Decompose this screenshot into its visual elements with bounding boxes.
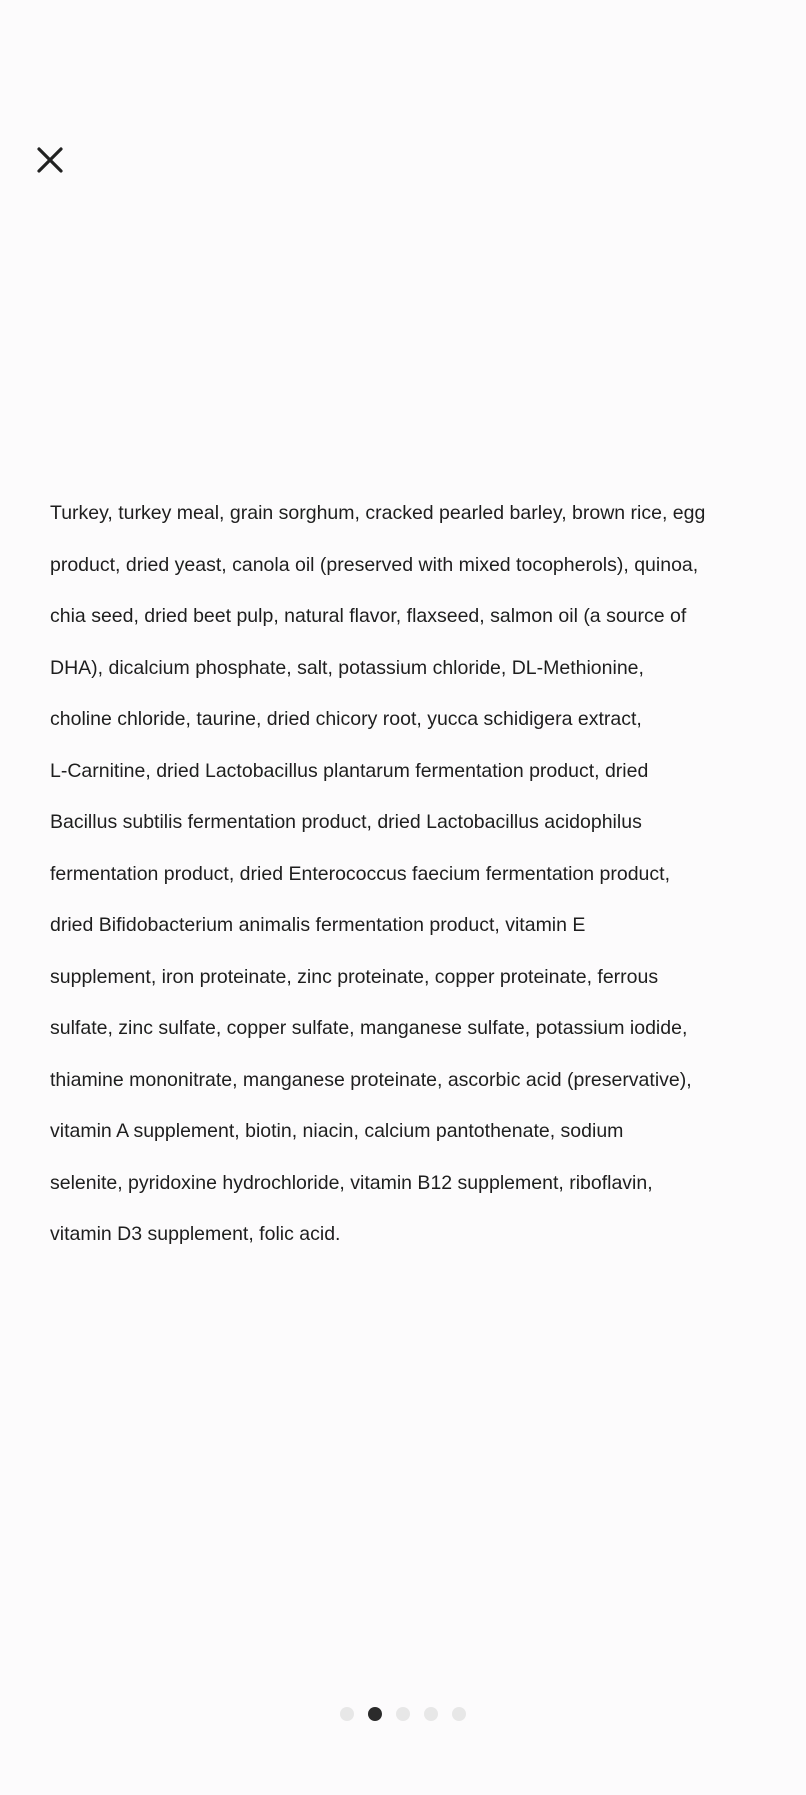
- pager-dot[interactable]: [452, 1707, 466, 1721]
- ingredients-line: dried Bifidobacterium animalis fermentation product, vitamin E: [50, 914, 586, 936]
- ingredients-image: [0, 470, 806, 1270]
- ingredients-line: selenite, pyridoxine hydrochloride, vitamin B12 supplement, riboflavin,: [50, 1171, 653, 1194]
- ingredients-line: L-Carnitine, dried Lactobacillus plantarum fermentation product, dried: [50, 759, 649, 782]
- ingredients-line: Turkey, turkey meal, grain sorghum, cracked pearled barley, brown rice, egg: [50, 502, 706, 524]
- ingredients-line: chia seed, dried beet pulp, natural flavor, flaxseed, salmon oil (a source of: [50, 605, 687, 627]
- ingredients-line: vitamin D3 supplement, folic acid.: [50, 1223, 341, 1245]
- pager-dot[interactable]: [340, 1707, 354, 1721]
- ingredients-line: DHA), dicalcium phosphate, salt, potassium chloride, DL-Methionine,: [50, 656, 644, 679]
- close-icon: [35, 145, 65, 175]
- ingredients-line: fermentation product, dried Enterococcus faecium fermentation product,: [50, 862, 670, 885]
- ingredients-text: [50, 488, 750, 1261]
- ingredients-line: product, dried yeast, canola oil (preserved with mixed tocopherols), quinoa,: [50, 553, 699, 576]
- ingredients-line: Bacillus subtilis fermentation product, dried Lactobacillus acidophilus: [50, 811, 642, 833]
- ingredients-line: vitamin A supplement, biotin, niacin, calcium pantothenate, sodium: [50, 1120, 624, 1142]
- pager-dot-active[interactable]: [368, 1707, 382, 1721]
- ingredients-line: sulfate, zinc sulfate, copper sulfate, manganese sulfate, potassium iodide,: [50, 1017, 688, 1039]
- close-button[interactable]: [30, 140, 70, 180]
- ingredients-line: supplement, iron proteinate, zinc proteinate, copper proteinate, ferrous: [50, 965, 659, 988]
- image-pager: [0, 1706, 806, 1722]
- pager-dot[interactable]: [396, 1707, 410, 1721]
- pager-dot[interactable]: [424, 1707, 438, 1721]
- ingredients-line: choline chloride, taurine, dried chicory root, yucca schidigera extract,: [50, 708, 642, 730]
- ingredients-line: thiamine mononitrate, manganese proteinate, ascorbic acid (preservative),: [50, 1068, 692, 1091]
